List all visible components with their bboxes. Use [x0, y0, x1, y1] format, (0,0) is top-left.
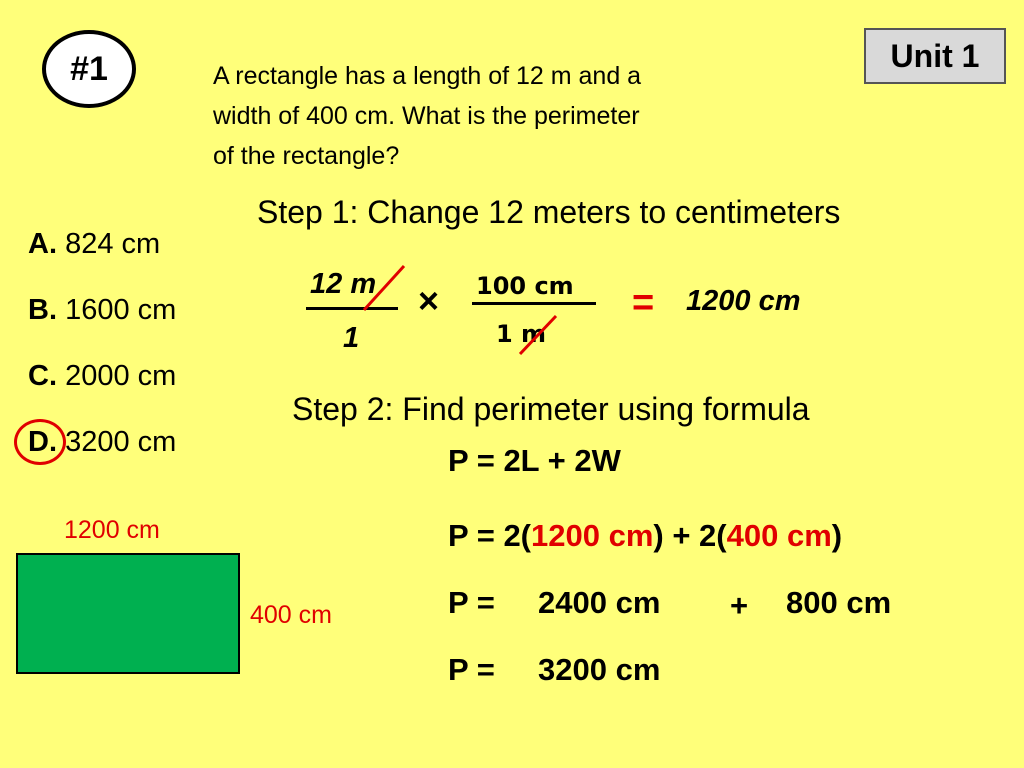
step1-title: Step 1: Change 12 meters to centimeters [257, 194, 841, 230]
times-symbol: × [418, 280, 440, 321]
cancel-slash-meters-top [360, 262, 408, 314]
answer-letter: B. [28, 294, 57, 326]
answer-letter: A. [28, 228, 57, 260]
answer-c[interactable] [28, 360, 176, 393]
substitution-part: ) + 2( [653, 518, 727, 553]
conversion-result: 1200 cm [686, 285, 801, 317]
multiplication-line-a: 2400 cm [538, 585, 661, 620]
multiplication-line-plus: + [730, 588, 749, 623]
rectangle-figure [16, 553, 240, 674]
substitution-line [448, 518, 842, 554]
fraction2-denominator: 1 m [496, 320, 547, 348]
answer-letter: D. [28, 426, 57, 458]
answer-value: 1600 cm [65, 294, 177, 326]
unit-label: Unit 1 [890, 37, 980, 74]
question-text [213, 56, 813, 176]
answer-letter: C. [28, 360, 57, 392]
step2-title: Step 2: Find perimeter using formula [292, 391, 810, 427]
unit-label-box [864, 28, 1006, 84]
substituted-length: 1200 cm [531, 518, 654, 553]
question-line: A rectangle has a length of 12 m and a [213, 62, 642, 90]
problem-number-badge [42, 30, 136, 108]
multiplication-line-b: 800 cm [786, 585, 892, 620]
equals-symbol: = [632, 282, 655, 324]
length-label: 1200 cm [64, 516, 160, 544]
question-line: of the rectangle? [213, 142, 400, 170]
substitution-part: ) [831, 518, 843, 553]
final-line-p: P = [448, 652, 495, 687]
fraction1-denominator: 1 [343, 322, 360, 354]
perimeter-formula: P = 2L + 2W [448, 443, 621, 478]
problem-number: #1 [70, 49, 108, 88]
fraction1-numerator: 12 m [310, 268, 377, 300]
question-line: width of 400 cm. What is the perimeter [213, 102, 640, 130]
answer-b[interactable] [28, 294, 176, 327]
substituted-width: 400 cm [726, 518, 832, 553]
cancel-slash-meters-bottom [516, 312, 560, 358]
correct-answer-circle [14, 419, 66, 465]
answer-a[interactable] [28, 228, 160, 261]
answer-value: 824 cm [65, 228, 161, 260]
multiplication-line-p: P = [448, 585, 495, 620]
answer-value: 3200 cm [65, 426, 177, 458]
final-answer: 3200 cm [538, 652, 661, 687]
fraction2-bar [472, 302, 596, 305]
fraction2-numerator: 100 cm [476, 272, 574, 300]
answer-value: 2000 cm [65, 360, 177, 392]
width-label: 400 cm [250, 601, 332, 629]
substitution-part: P = 2( [448, 518, 532, 553]
